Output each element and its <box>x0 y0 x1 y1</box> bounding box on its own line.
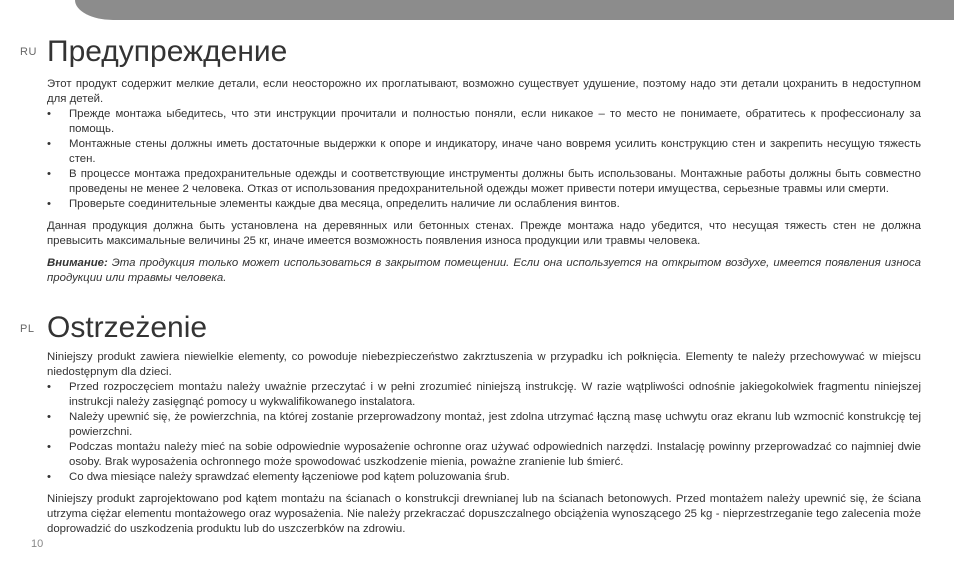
body-paragraph-ru: Данная продукция должна быть установлена на деревянных или бетонных стенах. Прежде монтажа надо убедится, что несущая тяжесть стен не должна превысить максимальные величины 25 кг, иначе имеется возможность появления износа продукции или травмы человека. <box>47 220 921 247</box>
body-paragraph-pl: Niniejszy produkt zaprojektowano pod kątem montażu na ścianach o konstrukcji drewnianej lub na ścianach betonowych. Przed montażem należy upewnić się, że ściana utrzyma ciężar elementu montażowego oraz wyposażenia. Nie należy przekraczać dopuszczalnego obciążenia wynoszącego 25 kg - nieprzestrzeganie tego zalecenia może doprowadzić do uszkodzenia produktu lub do uszczerbków na zdrowiu. <box>47 493 921 535</box>
list-item: • Podczas montażu należy mieć na sobie odpowiednie wyposażenie ochronne oraz używać odpowiednich narzędzi. Instalację powinny przeprowadzać co najmniej dwie osoby. Brak wyposażenia ochronnego może spowodować uszkodzenie mienia, poważne zranienie lub śmierć. <box>47 440 921 470</box>
section-body-pl <box>47 350 921 537</box>
language-code-pl: PL <box>20 323 35 335</box>
intro-paragraph-ru: Этот продукт содержит мелкие детали, если неосторожно их проглатывают, возможно существует удушение, поэтому надо эти детали цохранить в недоступном для детей. <box>47 78 921 105</box>
list-item: • Прежде монтажа ыбедитесь, что эти инструкции прочитали и полностью поняли, если никакое – то место не понимаете, обратитесь к профессионалу за помощь. <box>47 107 921 137</box>
list-item: • Przed rozpoczęciem montażu należy uważnie przeczytać i w pełni zrozumieć niniejszą instrukcję. W razie wątpliwości odnośnie jakiegokolwiek fragmentu niniejszej instrukcji należy zasięgnąć pomocy u wykwalifikowanego instalatora. <box>47 380 921 410</box>
section-body-ru <box>47 77 921 286</box>
header-bar <box>75 0 954 20</box>
list-item: • В процессе монтажа предохранительные одежды и соответствующие инструменты должны быть использованы. Монтажные работы должны быть совместно проведены не менее 2 человека. Отказ от использования предохранительной одежды может привести потери имущества, серьезные травмы или смерти. <box>47 167 921 197</box>
bullet-list-pl <box>47 380 921 485</box>
note-text-ru: Эта продукция только может использоваться в закрытом помещении. Если она используется на открытом воздухе, имеется появления износа продукции или травмы человека. <box>47 257 921 284</box>
list-item: • Należy upewnić się, że powierzchnia, na której zostanie przeprowadzony montaż, jest zdolna utrzymać łączną masę uchwytu oraz ekranu lub wzmocnić konstrukcję tej powierzchni. <box>47 410 921 440</box>
language-code-ru: RU <box>20 46 37 58</box>
page-number: 10 <box>31 538 44 550</box>
list-item: • Проверьте соединительные элементы каждые два месяца, определить наличие ли ослабления винтов. <box>47 197 921 212</box>
section-title-ru: Предупреждение <box>47 35 288 68</box>
note-label-ru: Внимание: <box>47 257 108 269</box>
list-item: • Монтажные стены должны иметь достаточные выдержки к опоре и индикатору, иначе чано вовремя усилить конструкцию стен и закрепить несущую тяжесть стен. <box>47 137 921 167</box>
bullet-list-ru <box>47 107 921 212</box>
section-title-pl: Ostrzeżenie <box>47 311 208 344</box>
note-paragraph-ru <box>47 256 921 286</box>
intro-paragraph-pl: Niniejszy produkt zawiera niewielkie elementy, co powoduje niebezpieczeństwo zakrztuszenia w przypadku ich połknięcia. Elementy te należy przechowywać w miejscu niedostępnym dla dzieci. <box>47 351 921 378</box>
list-item: • Co dwa miesiące należy sprawdzać elementy łączeniowe pod kątem poluzowania śrub. <box>47 470 921 485</box>
